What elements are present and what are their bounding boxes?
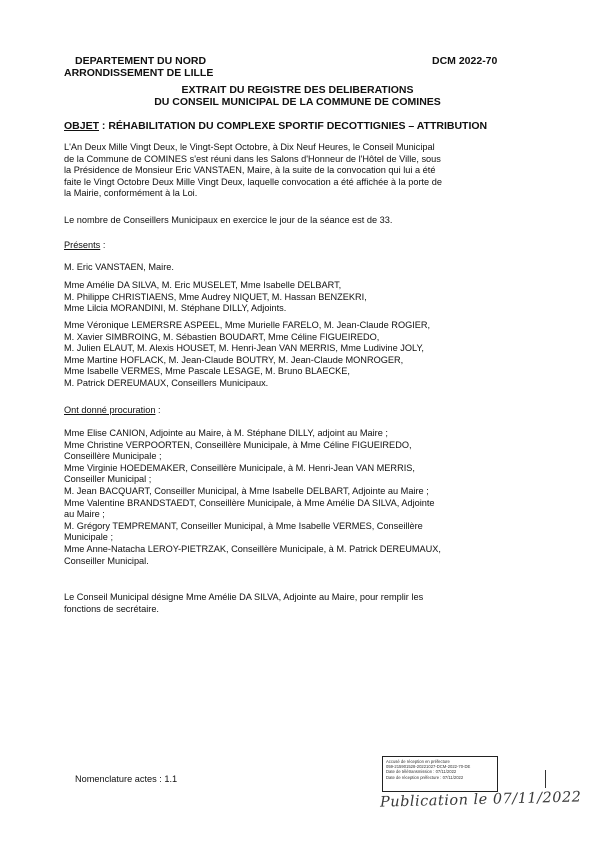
procurations-colon: : [155, 405, 161, 415]
procurations-list [64, 428, 496, 567]
councillors-paragraph [64, 320, 496, 390]
procuration-line: M. Grégory TEMPREMANT, Conseiller Municipal, à Mme Isabelle VERMES, Conseillère [64, 520, 423, 531]
intro-line: L'An Deux Mille Vingt Deux, le Vingt-Sept Octobre, à Dix Neuf Heures, le Conseil Municipal [64, 142, 435, 152]
councillors-line: Mme Martine HOFLACK, M. Jean-Claude BOUTRY, M. Jean-Claude MONROGER, [64, 354, 404, 365]
procuration-line: Municipale ; [64, 532, 114, 543]
intro-paragraph [64, 142, 496, 200]
deliberation-reference: DCM 2022-70 [432, 55, 498, 67]
procurations-label: Ont donné procuration [64, 405, 156, 415]
nomenclature-label: Nomenclature actes : 1.1 [75, 774, 178, 784]
presents-colon: : [100, 240, 106, 250]
objet-line [64, 120, 487, 132]
presents-heading [64, 240, 105, 252]
procuration-line: M. Jean BACQUART, Conseiller Municipal, à Mme Isabelle DELBART, Adjointe au Maire ; [64, 485, 429, 496]
adjoints-paragraph [64, 280, 496, 315]
handwritten-publication-date: Publication le 07/11/2022 [379, 789, 582, 811]
councillor-count: Le nombre de Conseillers Municipaux en exercice le jour de la séance est de 33. [64, 215, 393, 225]
adjoints-line: M. Philippe CHRISTIAENS, Mme Audrey NIQUET, M. Hassan BENZEKRI, [64, 291, 367, 302]
procuration-line: au Maire ; [64, 509, 105, 520]
prefecture-receipt-stamp [382, 756, 498, 792]
procuration-line: Mme Valentine BRANDSTAEDT, Conseillère Municipale, à Mme Amélie DA SILVA, Adjointe [64, 497, 435, 508]
stamp-line: 059-215901528-20221027-DCM-2022-70-DE [386, 764, 471, 770]
councillors-line: M. Xavier SIMBROING, M. Sébastien BOUDART, Mme Céline FIGUEIREDO, [64, 331, 380, 342]
objet-text: : RÉHABILITATION DU COMPLEXE SPORTIF DECOTTIGNIES – ATTRIBUTION [99, 120, 488, 132]
secretary-line: Le Conseil Municipal désigne Mme Amélie DA SILVA, Adjointe au Maire, pour remplir les [64, 592, 424, 602]
councillors-line: Mme Véronique LEMERSRE ASPEEL, Mme Murielle FARELO, M. Jean-Claude ROGIER, [64, 320, 431, 330]
procuration-line: Mme Virginie HOEDEMAKER, Conseillère Municipale, à M. Henri-Jean VAN MERRIS, [64, 462, 415, 473]
procuration-line: Conseiller Municipal. [64, 555, 149, 566]
procuration-line: Mme Anne-Natacha LEROY-PIETRZAK, Conseillère Municipale, à M. Patrick DEREUMAUX, [64, 543, 441, 554]
document-title-line2: DU CONSEIL MUNICIPAL DE LA COMMUNE DE COMINES [154, 96, 441, 108]
mayor-line: M. Eric VANSTAEN, Maire. [64, 262, 174, 272]
scan-mark [545, 770, 546, 788]
stamp-line: Date de réception préfecture : 07/11/2022 [386, 774, 464, 780]
procuration-line: Mme Elise CANION, Adjointe au Maire, à M. Stéphane DILLY, adjoint au Maire ; [64, 428, 388, 438]
procuration-line: Conseiller Municipal ; [64, 474, 152, 485]
procuration-line: Mme Christine VERPOORTEN, Conseillère Municipale, à Mme Céline FIGUEIREDO, [64, 439, 412, 450]
department-label: DEPARTEMENT DU NORD [75, 55, 207, 67]
procurations-heading [64, 405, 161, 417]
document-title-line1: EXTRAIT DU REGISTRE DES DELIBERATIONS [181, 84, 414, 96]
secretary-paragraph [64, 592, 496, 615]
secretary-line: fonctions de secrétaire. [64, 603, 159, 614]
intro-line: de la Commune de COMINES s'est réuni dans les Salons d'Honneur de l'Hôtel de Ville, sous [64, 153, 441, 164]
adjoints-line: Mme Amélie DA SILVA, M. Eric MUSELET, Mme Isabelle DELBART, [64, 280, 342, 290]
procuration-line: Conseillère Municipale ; [64, 451, 162, 462]
arrondissement-label: ARRONDISSEMENT DE LILLE [64, 67, 214, 79]
intro-line: la Mairie, conformément à la Loi. [64, 188, 198, 199]
stamp-line: Accusé de réception en préfecture [386, 759, 450, 764]
intro-line: faite le Vingt Octobre Deux Mille Vingt Deux, laquelle convocation a été affichée à la porte de [64, 176, 442, 187]
councillors-line: M. Patrick DEREUMAUX, Conseillers Municipaux. [64, 377, 269, 388]
adjoints-line: Mme Lilcia MORANDINI, M. Stéphane DILLY, Adjoints. [64, 303, 287, 314]
intro-line: la Présidence de Monsieur Eric VANSTAEN, Maire, à la suite de la convocation qui lui a été [64, 165, 436, 176]
presents-label: Présents [64, 240, 101, 250]
councillors-line: Mme Isabelle VERMES, Mme Pascale LESAGE, M. Bruno BLAECKE, [64, 366, 350, 377]
councillors-line: M. Julien ELAUT, M. Alexis HOUSET, M. Henri-Jean VAN MERRIS, Mme Ludivine JOLY, [64, 343, 424, 354]
stamp-line: Date de télétransmission : 07/11/2022 [386, 769, 457, 775]
objet-label: OBJET [64, 120, 100, 132]
